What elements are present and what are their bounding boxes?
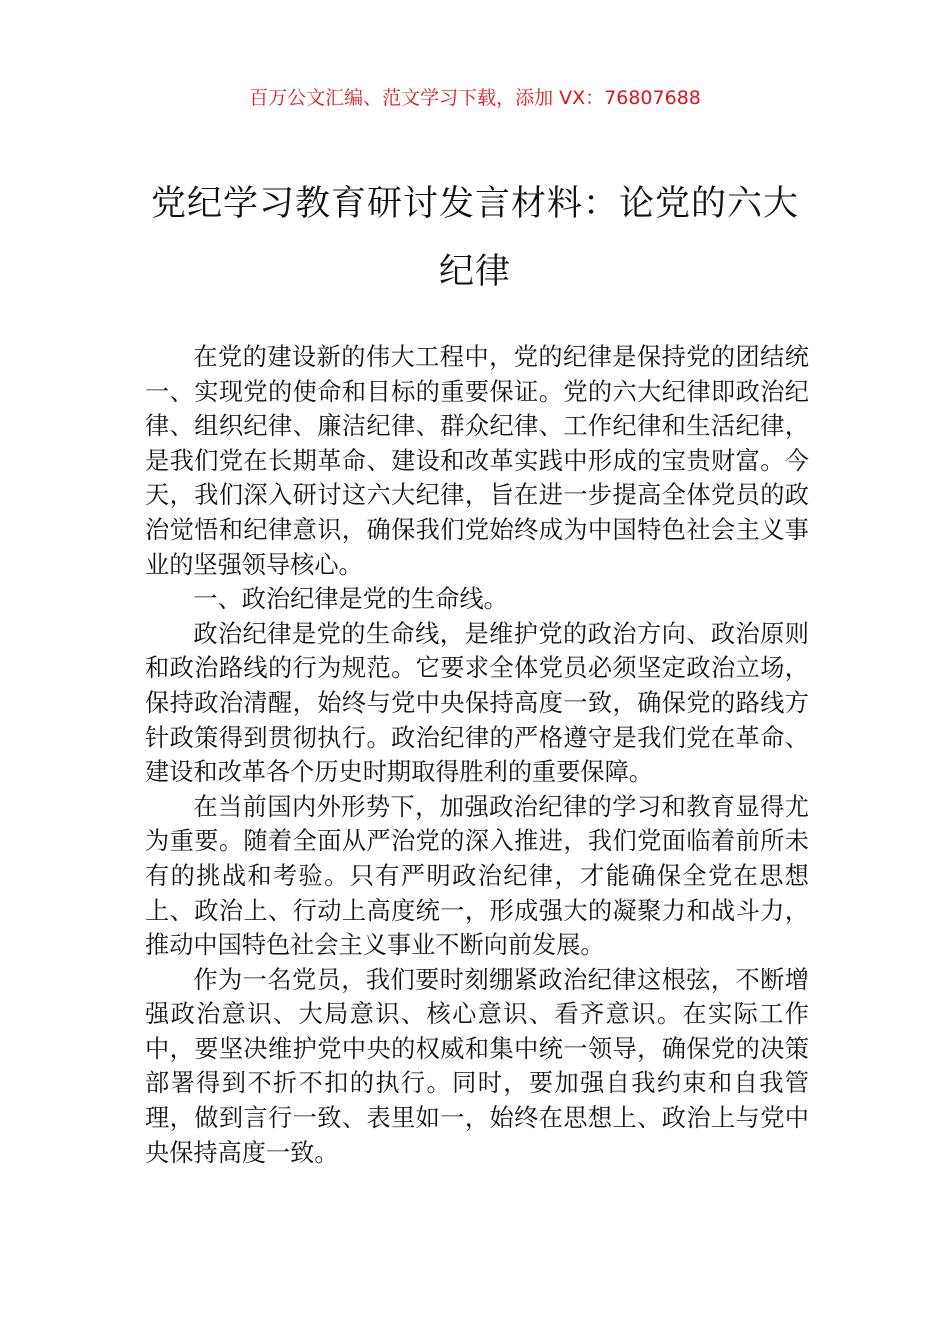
paragraph: 政治纪律是党的生命线，是维护党的政治方向、政治原则和政治路线的行为规范。它要求全体党员必须坚定政治立场，保持政治清醒，始终与党中央保持高度一致，确保党的路线方针政策得到贯彻执行。政治纪律的严格遵守是我们党在革命、建设和改革各个历史时期取得胜利的重要保障。: [145, 619, 809, 787]
header-watermark-note: 百万公文汇编、范文学习下载，添加 VX：76807688: [249, 87, 701, 109]
paragraph-intro: 在党的建设新的伟大工程中，党的纪律是保持党的团结统一、实现党的使命和目标的重要保证。党的六大纪律即政治纪律、组织纪律、廉洁纪律、群众纪律、工作纪律和生活纪律，是我们党在长期革命、建设和改革实践中形成的宝贵财富。今天，我们深入研讨这六大纪律，旨在进一步提高全体党员的政治觉悟和纪律意识，确保我们党始终成为中国特色社会主义事业的坚强领导核心。: [145, 343, 809, 579]
paragraph: 作为一名党员，我们要时刻绷紧政治纪律这根弦，不断增强政治意识、大局意识、核心意识、看齐意识。在实际工作中，要坚决维护党中央的权威和集中统一领导，确保党的决策部署得到不折不扣的执行。同时，要加强自我约束和自我管理，做到言行一致、表里如一，始终在思想上、政治上与党中央保持高度一致。: [145, 965, 809, 1167]
paragraph: 在当前国内外形势下，加强政治纪律的学习和教育显得尤为重要。随着全面从严治党的深入推进，我们党面临着前所未有的挑战和考验。只有严明政治纪律，才能确保全党在思想上、政治上、行动上高度统一，形成强大的凝聚力和战斗力，推动中国特色社会主义事业不断向前发展。: [145, 792, 809, 960]
document-title: 党纪学习教育研讨发言材料：论党的六大纪律: [150, 184, 799, 292]
section-heading-political-discipline: 一、政治纪律是党的生命线。: [193, 585, 508, 614]
document-body: [145, 340, 809, 1170]
